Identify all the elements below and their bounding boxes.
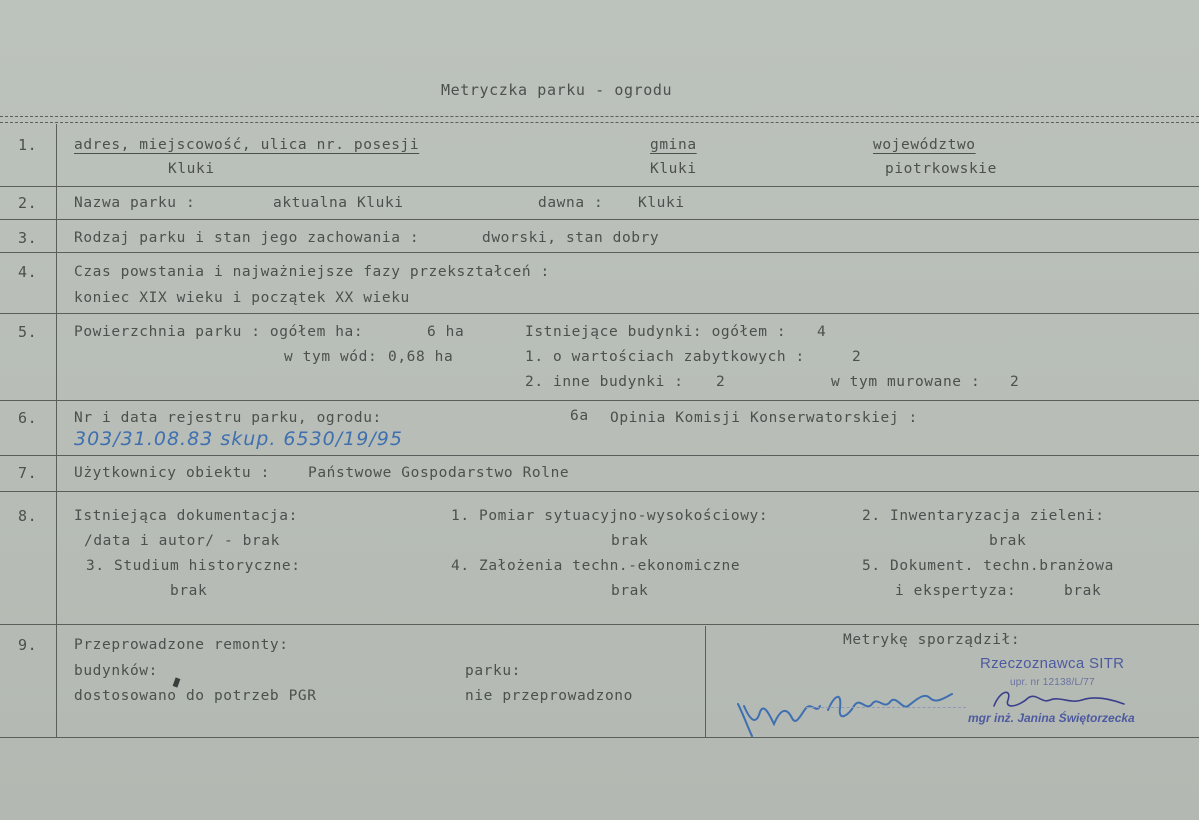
row-separator-5	[0, 400, 1199, 401]
documentation-sub: /data i autor/ - brak	[84, 533, 280, 549]
monument-buildings-label: 1. o wartościach zabytkowych :	[525, 349, 805, 365]
park-name-label: Nazwa parku :	[74, 195, 196, 211]
renovations-buildings-value: dostosowano do potrzeb PGR	[74, 688, 317, 704]
doc-4-label: 4. Założenia techn.-ekonomiczne	[451, 558, 741, 574]
row-number-2: 2.	[18, 194, 38, 212]
top-double-rule	[0, 116, 1199, 123]
address-value: Kluki	[168, 161, 215, 177]
row-number-8: 8.	[18, 507, 38, 525]
park-type-value: dworski, stan dobry	[482, 230, 660, 246]
doc-3-value: brak	[170, 583, 208, 599]
monument-buildings-value: 2	[852, 349, 862, 365]
document-title: Metryczka parku - ogrodu	[441, 81, 673, 99]
area-label: Powierzchnia parku : ogółem ha:	[74, 324, 364, 340]
doc-5-value: brak	[1064, 583, 1102, 599]
register-label: Nr i data rejestru parku, ogrodu:	[74, 410, 382, 426]
row-separator-4	[0, 313, 1199, 314]
water-label: w tym wód:	[284, 349, 378, 365]
address-label: adres, miejscowość, ulica nr. posesji	[74, 137, 420, 153]
other-buildings-label: 2. inne budynki :	[525, 374, 684, 390]
park-type-label: Rodzaj parku i stan jego zachowania :	[74, 230, 420, 246]
doc-5-sub: i ekspertyza:	[895, 583, 1017, 599]
voivodeship-value: piotrkowskie	[885, 161, 997, 177]
doc-1-value: brak	[611, 533, 649, 549]
row-number-1: 1.	[18, 136, 38, 154]
signature-left	[730, 676, 970, 746]
park-name-current: aktualna Kluki	[273, 195, 404, 211]
row-number-5: 5.	[18, 323, 38, 341]
doc-5-label: 5. Dokument. techn.branżowa	[862, 558, 1114, 574]
renovations-label: Przeprowadzone remonty:	[74, 637, 289, 653]
row-number-3: 3.	[18, 229, 38, 247]
row-number-6: 6.	[18, 409, 38, 427]
stamp-registration: upr. nr 12138/L/77	[1010, 677, 1095, 688]
opinion-number: 6a	[570, 408, 589, 424]
row-separator-6	[0, 455, 1199, 456]
park-name-former-label: dawna :	[538, 195, 604, 211]
doc-2-label: 2. Inwentaryzacja zieleni:	[862, 508, 1105, 524]
other-buildings-value: 2	[716, 374, 726, 390]
author-label: Metrykę sporządził:	[843, 632, 1021, 648]
opinion-label: Opinia Komisji Konserwatorskiej :	[610, 410, 918, 426]
users-label: Użytkownicy obiektu :	[74, 465, 270, 481]
row-number-4: 4.	[18, 263, 38, 281]
park-name-former-value: Kluki	[638, 195, 685, 211]
doc-2-value: brak	[989, 533, 1027, 549]
buildings-total-label: Istniejące budynki: ogółem :	[525, 324, 787, 340]
gmina-value: Kluki	[650, 161, 697, 177]
documentation-label: Istniejąca dokumentacja:	[74, 508, 298, 524]
number-column-divider	[56, 124, 57, 738]
origin-value: koniec XIX wieku i początek XX wieku	[74, 290, 410, 306]
doc-4-value: brak	[611, 583, 649, 599]
area-value: 6 ha	[427, 324, 465, 340]
bottom-rule	[0, 737, 1199, 738]
signature-right	[990, 686, 1130, 716]
brick-buildings-value: 2	[1010, 374, 1020, 390]
row-number-7: 7.	[18, 464, 38, 482]
row-separator-1	[0, 186, 1199, 187]
stamp-title: Rzeczoznawca SITR	[980, 655, 1125, 672]
row-separator-7	[0, 491, 1199, 492]
stamp-name: mgr inż. Janina Świętorzecka	[968, 711, 1135, 725]
renovations-park-label: parku:	[465, 663, 521, 679]
buildings-total-value: 4	[817, 324, 827, 340]
row-separator-3	[0, 252, 1199, 253]
renovations-buildings-label: budynków:	[74, 663, 158, 679]
brick-buildings-label: w tym murowane :	[831, 374, 981, 390]
ink-blot	[173, 677, 181, 687]
users-value: Państwowe Gospodarstwo Rolne	[308, 465, 570, 481]
origin-label: Czas powstania i najważniejsze fazy przekształceń :	[74, 264, 550, 280]
renovations-park-value: nie przeprowadzono	[465, 688, 633, 704]
stamp-ghost-line	[806, 707, 966, 708]
doc-1-label: 1. Pomiar sytuacyjno-wysokościowy:	[451, 508, 769, 524]
row-number-9: 9.	[18, 636, 38, 654]
register-handwritten: 303/31.08.83 skup. 6530/19/95	[74, 428, 403, 450]
water-value: 0,68 ha	[388, 349, 454, 365]
doc-3-label: 3. Studium historyczne:	[86, 558, 301, 574]
row-separator-8	[0, 624, 1199, 625]
row-9-divider	[705, 626, 706, 737]
voivodeship-label: województwo	[873, 137, 976, 153]
gmina-label: gmina	[650, 137, 697, 153]
row-separator-2	[0, 219, 1199, 220]
